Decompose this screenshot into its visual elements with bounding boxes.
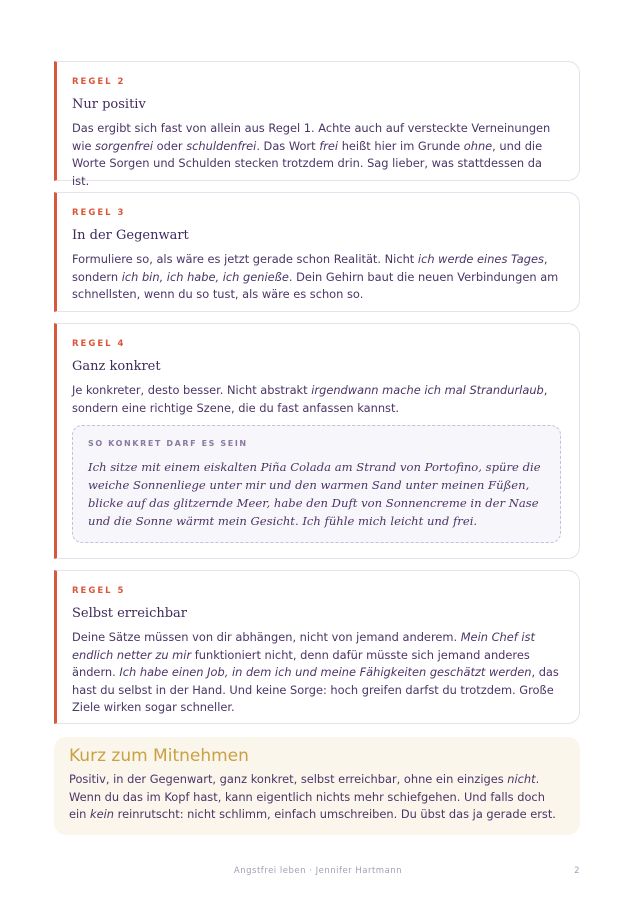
example-text: Ich sitze mit einem eiskalten Piña Colada am Strand von Portofino, spüre die weiche Sonnenliege unter mir und den warmen Sand unter meinen Füßen, blicke auf das glitzernde Meer, habe den Duft von Sonnencreme in der Nase und die Sonne wärmt mein Gesicht. Ich fühle mich leicht und frei. bbox=[88, 460, 541, 529]
emphasis: ohne bbox=[463, 138, 493, 153]
example-box bbox=[72, 425, 561, 543]
rule-tag: REGEL 5 bbox=[72, 586, 126, 596]
emphasis: sorgenfrei bbox=[95, 138, 154, 153]
emphasis: irgendwann mache ich mal Strandurlaub bbox=[311, 383, 544, 397]
rule-card-3 bbox=[54, 192, 580, 312]
rule-tag: REGEL 3 bbox=[72, 208, 126, 218]
emphasis: Mein Chef ist endlich netter zu mir bbox=[72, 630, 535, 662]
rule-card-5 bbox=[54, 570, 580, 724]
emphasis: Ich habe einen Job, in dem ich und meine Fähigkeiten geschätzt werden bbox=[119, 665, 532, 680]
rule-card-2 bbox=[54, 61, 580, 188]
emphasis: frei bbox=[319, 138, 339, 153]
rule-body: Formuliere so, als wäre es jetzt gerade schon Realität. Nicht ich werde eines Tages, sondern ich bin, ich habe, ich genieße. Dein Gehirn baut die neuen Verbindungen am schnellsten, wenn du so tust, als wäre es schon so. bbox=[72, 252, 559, 302]
emphasis: ich bin, ich habe, ich genieße bbox=[121, 269, 289, 284]
footer-title: Angstfrei leben · Jennifer Hartmann bbox=[233, 866, 403, 876]
example-tag: SO KONKRET DARF ES SEIN bbox=[88, 439, 248, 449]
summary-title: Kurz zum Mitnehmen bbox=[69, 746, 249, 766]
rule-title: Ganz konkret bbox=[72, 359, 161, 374]
emphasis: nicht bbox=[507, 772, 536, 786]
rule-body: Deine Sätze müssen von dir abhängen, nicht von jemand anderem. Mein Chef ist endlich netter zu mir funktioniert nicht, denn dafür müsste sich jemand anderes ändern. Ich habe einen Job, in dem ich und meine Fähigkeiten geschätzt werden, das hast du selbst in der Hand. Und keine Sorge: hoch greifen darfst du trotzdem. Große Ziele wirken sogar schneller. bbox=[72, 630, 559, 715]
rule-tag: REGEL 4 bbox=[72, 339, 126, 349]
summary-box bbox=[54, 737, 580, 835]
rule-title: Selbst erreichbar bbox=[72, 606, 188, 621]
rule-card-4 bbox=[54, 323, 580, 559]
page-number: 2 bbox=[574, 866, 580, 876]
emphasis: schuldenfrei bbox=[186, 138, 257, 153]
summary-text: Positiv, in der Gegenwart, ganz konkret, selbst erreichbar, ohne ein einziges nicht. Wenn du das im Kopf hast, kann eigentlich nichts mehr schiefgehen. Und falls doch ein kein reinrutscht: nicht schlimm, einfach umschreiben. Du übst das ja gerade erst. bbox=[69, 772, 556, 822]
emphasis: ich werde eines Tages bbox=[417, 252, 544, 266]
rule-title: Nur positiv bbox=[72, 97, 146, 112]
rule-title: In der Gegenwart bbox=[72, 228, 189, 243]
emphasis: kein bbox=[90, 807, 115, 822]
rule-body: Je konkreter, desto besser. Nicht abstrakt irgendwann mache ich mal Strandurlaub, sondern eine richtige Szene, die du fast anfassen kannst. bbox=[72, 383, 548, 415]
rule-tag: REGEL 2 bbox=[72, 77, 126, 87]
rule-body: Das ergibt sich fast von allein aus Regel 1. Achte auch auf versteckte Verneinungen wie sorgenfrei oder schuldenfrei. Das Wort frei heißt hier im Grunde ohne, und die Worte Sorgen und Schulden stecken trotzdem drin. Sag lieber, was stattdessen da ist. bbox=[72, 121, 551, 188]
